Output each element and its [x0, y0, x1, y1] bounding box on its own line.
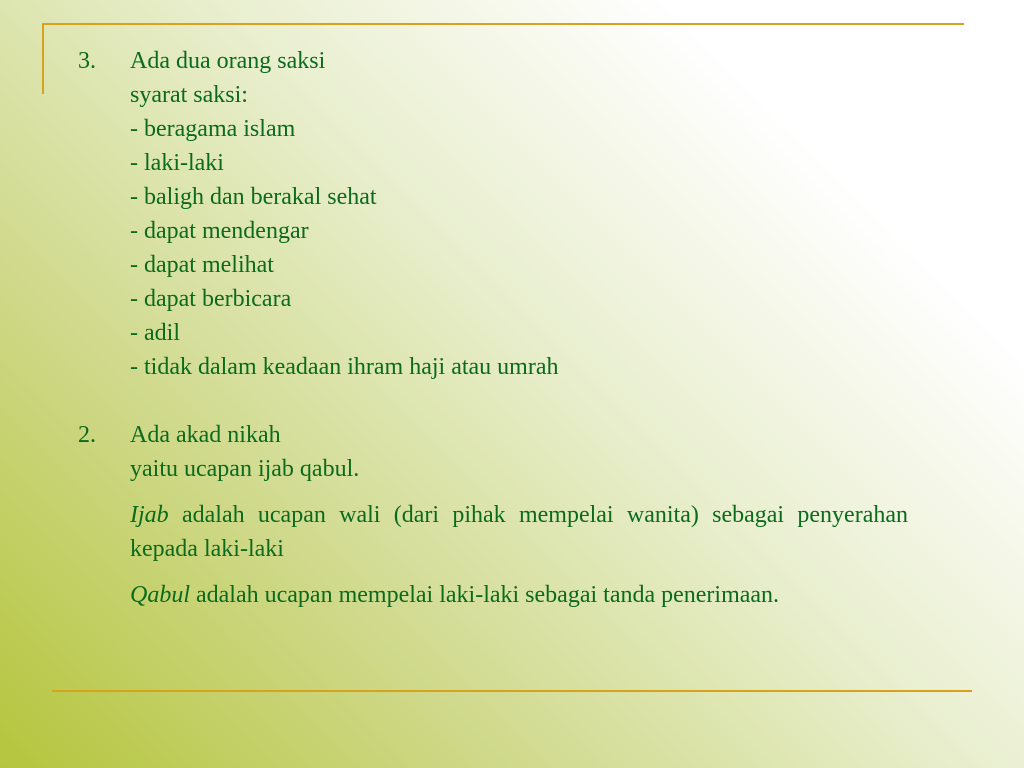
- spacer: [78, 384, 908, 418]
- item-heading: Ada akad nikah: [130, 422, 281, 448]
- item-subheading: syarat saksi:: [130, 82, 248, 108]
- ijab-definition: [130, 498, 908, 566]
- requirement-line: - dapat berbicara: [130, 286, 292, 312]
- requirement-line: - tidak dalam keadaan ihram haji atau umrah: [130, 354, 559, 380]
- requirement-line: - dapat mendengar: [130, 218, 309, 244]
- bottom-rule: [52, 690, 972, 692]
- list-item-akad: [78, 418, 908, 612]
- list-number: 2.: [78, 422, 96, 448]
- item-subheading: yaitu ucapan ijab qabul.: [130, 456, 360, 482]
- requirement-line: - adil: [130, 320, 180, 346]
- requirement-line: - beragama islam: [130, 116, 296, 142]
- qabul-definition: [130, 578, 908, 612]
- slide-content: [78, 44, 908, 612]
- item-heading: Ada dua orang saksi: [130, 48, 326, 74]
- requirement-line: - laki-laki: [130, 150, 224, 176]
- list-number: 3.: [78, 48, 96, 74]
- ijab-text: adalah ucapan wali (dari pihak mempelai wanita) sebagai penyerahan kepada laki-laki: [130, 502, 908, 562]
- requirement-line: - baligh dan berakal sehat: [130, 184, 377, 210]
- qabul-text: adalah ucapan mempelai laki-laki sebagai tanda penerimaan.: [190, 582, 780, 608]
- qabul-term: Qabul: [130, 582, 190, 608]
- ijab-term: Ijab: [130, 502, 169, 528]
- list-item-saksi: [78, 44, 908, 384]
- requirement-line: - dapat melihat: [130, 252, 274, 278]
- left-rule: [42, 23, 44, 94]
- top-rule: [42, 23, 964, 25]
